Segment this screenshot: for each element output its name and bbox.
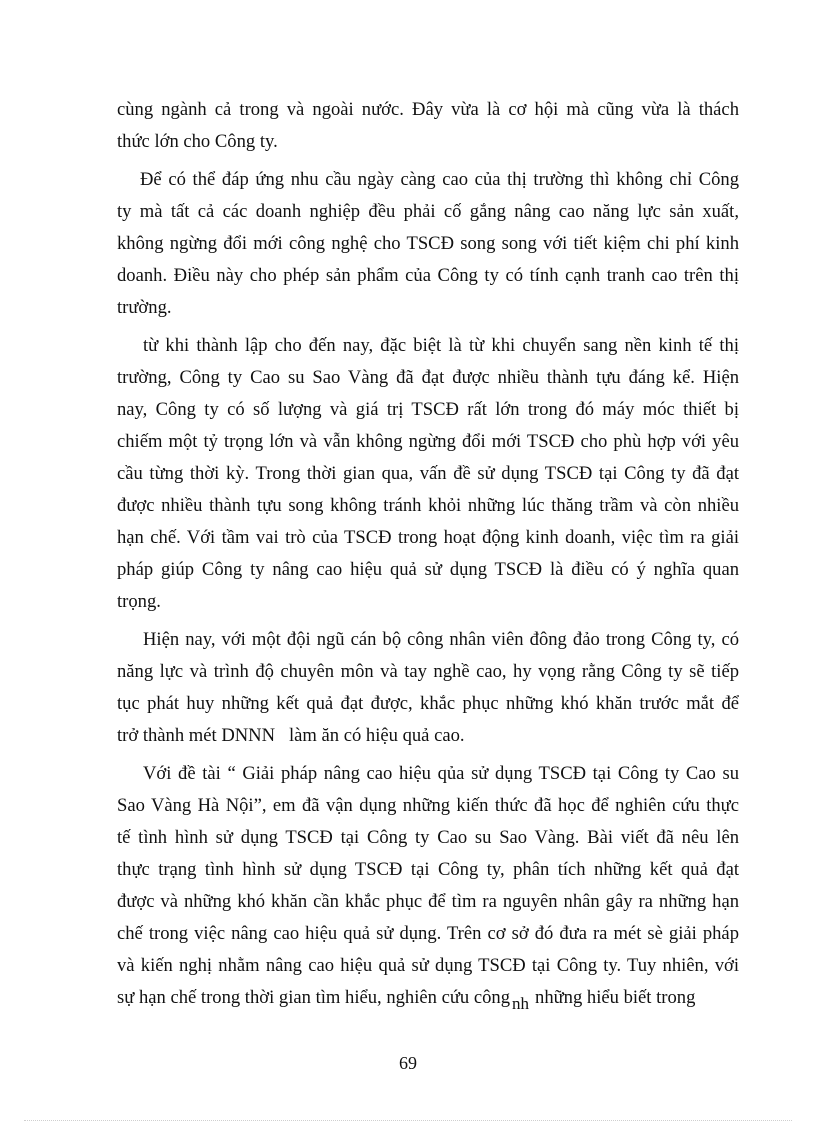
text-line: năng lực và trình độ chuyên môn và tay nghề cao, hy vọng rằng Công ty sẽ tiếp [117,661,739,682]
text-line: ty mà tất cả các doanh nghiệp đều phải cố gắng nâng cao năng lực sản xuất, [117,201,739,222]
text-fragment: sự hạn chế trong thời gian tìm hiểu, nghiên cứu công [117,987,511,1008]
text-line-last [117,982,739,1014]
text-line: pháp giúp Công ty nâng cao hiệu quả sử dụng TSCĐ là điều có ý nghĩa quan [117,559,739,580]
text-line: trở thành mét DNNN làm ăn có hiệu quả cao. [117,725,465,746]
page-number: 69 [399,1053,417,1073]
text-line: và kiến nghị nhằm nâng cao hiệu quả sử dụng TSCĐ tại Công ty. Tuy nhiên, với [117,955,739,976]
text-line: được nhiều thành tựu song không tránh khỏi những lúc thăng trầm và còn nhiều [117,495,739,516]
text-line: không ngừng đổi mới công nghệ cho TSCĐ song song với tiết kiệm chi phí kinh [117,233,739,254]
text-line: cầu từng thời kỳ. Trong thời gian qua, vấn đề sử dụng TSCĐ tại Công ty đã đạt [117,463,739,484]
text-fragment: những hiểu biết trong [535,987,696,1008]
text-line: hạn chế. Với tầm vai trò của TSCĐ trong hoạt động kinh doanh, việc tìm ra giải [117,527,739,548]
text-line: được và những khó khăn cần khắc phục để tìm ra nguyên nhân gây ra những hạn [117,891,739,912]
text-line: chiếm một tỷ trọng lớn và vẫn không ngừng đổi mới TSCĐ cho phù hợp với yêu [117,431,739,452]
text-line: thực trạng tình hình sử dụng TSCĐ tại Công ty, phân tích những kết quả đạt [117,859,739,880]
text-line: Để có thể đáp ứng nhu cầu ngày càng cao của thị trường thì không chỉ Công [140,169,739,190]
text-line: trường, Công ty Cao su Sao Vàng đã đạt được nhiều thành tựu đáng kể. Hiện [117,367,739,388]
text-line: cùng ngành cả trong và ngoài nước. Đây vừa là cơ hội mà cũng vừa là thách [117,99,739,120]
text-line: từ khi thành lập cho đến nay, đặc biệt là từ khi chuyển sang nền kinh tế thị [143,335,739,356]
page-bottom-divider [24,1120,792,1121]
text-line: nay, Công ty có số lượng và giá trị TSCĐ rất lớn trong đó máy móc thiết bị [117,399,739,420]
subscript-fragment: nh [512,994,530,1013]
text-line: Hiện nay, với một đội ngũ cán bộ công nhân viên đông đảo trong Công ty, có [143,629,739,650]
text-line: tế tình hình sử dụng TSCĐ tại Công ty Cao su Sao Vàng. Bài viết đã nêu lên [117,827,739,848]
text-line: chế trong việc nâng cao hiệu quả sử dụng. Trên cơ sở đó đưa ra mét sè giải pháp [117,923,739,944]
text-line: tục phát huy những kết quả đạt được, khắc phục những khó khăn trước mắt để [117,693,739,714]
text-line: trường. [117,297,172,318]
text-line: Với đề tài “ Giải pháp nâng cao hiệu qủa sử dụng TSCĐ tại Công ty Cao su [143,763,739,784]
text-line: trọng. [117,591,161,612]
text-line: thức lớn cho Công ty. [117,131,278,152]
text-line: Sao Vàng Hà Nội”, em đã vận dụng những kiến thức đã học để nghiên cứu thực [117,795,739,816]
text-line: doanh. Điều này cho phép sản phẩm của Công ty có tính cạnh tranh cao trên thị [117,265,739,286]
